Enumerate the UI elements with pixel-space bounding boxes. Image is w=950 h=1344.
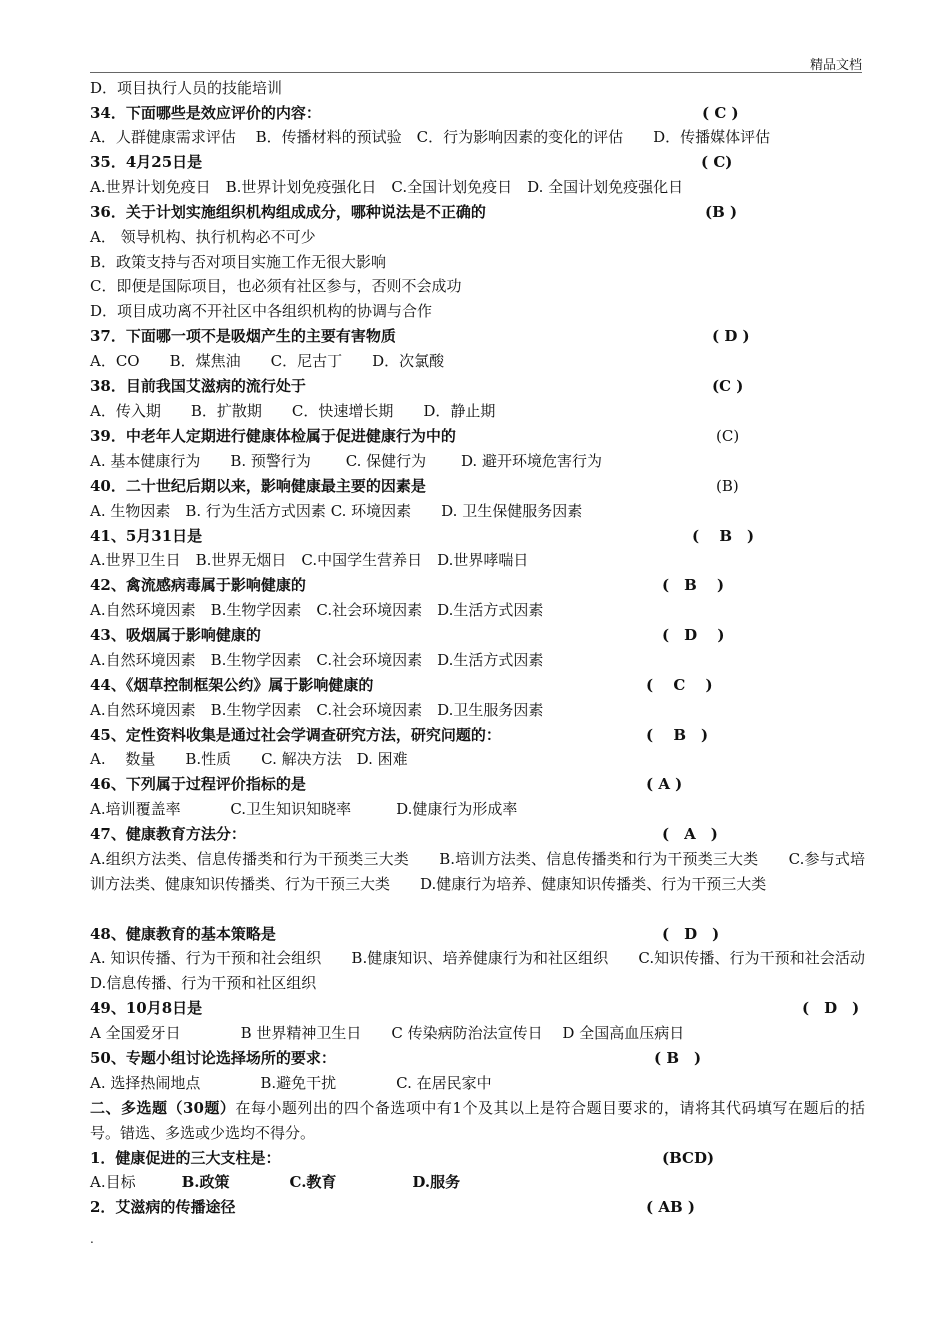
question-34: 34．下面哪些是效应评价的内容：: [90, 104, 321, 122]
section-2-title: 二、多选题（30题）: [90, 1099, 236, 1117]
answer-44: ( C ): [646, 676, 713, 694]
multi-option-1-a: A.目标: [90, 1173, 136, 1191]
options-35: A.世界计划免疫日 B.世界计划免疫强化日 C.全国计划免疫日 D. 全国计划免疫强化日: [90, 178, 684, 196]
answer-38: (C ): [712, 377, 744, 395]
question-38: 38．目前我国艾滋病的流行处于: [90, 377, 306, 395]
answer-34: ( C ): [702, 104, 739, 122]
options-48: A. 知识传播、行为干预和社会组织 B.健康知识、培养健康行为和社区组织 C.知识传播、行为干预和社会活动 D.信息传播、行为干预和社区组织: [90, 949, 896, 992]
option-36-b: B．政策支持与否对项目实施工作无很大影响: [90, 253, 387, 271]
section-2-intro: [90, 1096, 865, 1146]
option-36-c: C．即便是国际项目，也必须有社区参与，否则不会成功: [90, 277, 462, 295]
options-40: A. 生物因素 B. 行为生活方式因素 C. 环境因素 D. 卫生保健服务因素: [90, 502, 583, 520]
option-line: D．项目执行人员的技能培训: [90, 79, 283, 97]
question-42: 42、禽流感病毒属于影响健康的: [90, 576, 306, 594]
option-36-d: D．项目成功离不开社区中各组织机构的协调与合作: [90, 302, 433, 320]
question-45: 45、定性资料收集是通过社会学调查研究方法，研究问题的：: [90, 726, 501, 744]
multi-option-1-d: D.服务: [412, 1173, 461, 1191]
answer-40: (B): [716, 477, 739, 495]
options-46: A.培训覆盖率 C.卫生知识知晓率 D.健康行为形成率: [90, 800, 518, 818]
section-2-instructions: 在每小题列出的四个备选项中有1个及其以上是符合题目要求的，请将其代码填写在题后的括号。错选、多选或少选均不得分。: [90, 1099, 865, 1142]
multi-answer-2: ( AB ): [646, 1198, 695, 1216]
question-37: 37．下面哪一项不是吸烟产生的主要有害物质: [90, 327, 396, 345]
answer-41: ( B ): [692, 527, 755, 545]
header-label: 精品文档: [809, 58, 862, 73]
answer-46: ( A ): [646, 775, 683, 793]
options-50: A. 选择热闹地点 B.避免干扰 C. 在居民家中: [90, 1074, 492, 1092]
answer-42: ( B ): [662, 576, 725, 594]
question-35: 35．4月25日是: [90, 153, 203, 171]
options-38: A．传入期 B．扩散期 C．快速增长期 D．静止期: [90, 402, 496, 420]
question-49: 49、10月8日是: [90, 999, 203, 1017]
question-43: 43、吸烟属于影响健康的: [90, 626, 261, 644]
options-49: A 全国爱牙日 B 世界精神卫生日 C 传染病防治法宣传日 D 全国高血压病日: [90, 1024, 685, 1042]
multi-answer-1: (BCD): [662, 1149, 715, 1167]
options-41: A.世界卫生日 B.世界无烟日 C.中国学生营养日 D.世界哮喘日: [90, 551, 529, 569]
answer-35: ( C): [701, 153, 733, 171]
question-39: 39．中老年人定期进行健康体检属于促进健康行为中的: [90, 427, 456, 445]
question-50: 50、专题小组讨论选择场所的要求：: [90, 1049, 336, 1067]
question-40: 40．二十世纪后期以来，影响健康最主要的因素是: [90, 477, 426, 495]
question-46: 46、下列属于过程评价指标的是: [90, 775, 306, 793]
page-header: [90, 52, 862, 73]
answer-39: (C): [716, 427, 740, 445]
answer-36: (B ): [705, 203, 738, 221]
footer-dot: .: [90, 1232, 94, 1246]
options-34: A．人群健康需求评估 B．传播材料的预试验 C．行为影响因素的变化的评估 D．传播媒体评估: [90, 128, 771, 146]
question-41: 41、5月31日是: [90, 527, 203, 545]
options-39: A. 基本健康行为 B. 预警行为 C. 保健行为 D. 避开环境危害行为: [90, 452, 602, 470]
option-36-a: A． 领导机构、执行机构必不可少: [90, 228, 316, 246]
question-36: 36．关于计划实施组织机构组成成分，哪种说法是不正确的: [90, 203, 486, 221]
answer-48: ( D ): [662, 925, 720, 943]
multi-option-1-b: B.政策: [181, 1173, 230, 1191]
answer-47: ( A ): [662, 825, 718, 843]
question-44: 44、《烟草控制框架公约》属于影响健康的: [90, 676, 374, 694]
options-47: A.组织方法类、信息传播类和行为干预类三大类 B.培训方法类、信息传播类和行为干预类三大类 C.参与式培训方法类、健康知识传播类、行为干预三大类 D.健康行为培养、健康知识传播类、行为干预三大类: [90, 850, 865, 893]
multi-option-1-c: C.教育: [289, 1173, 337, 1191]
answer-49: ( D ): [802, 999, 860, 1017]
options-42: A.自然环境因素 B.生物学因素 C.社会环境因素 D.生活方式因素: [90, 601, 544, 619]
multi-options-1: [90, 1170, 460, 1195]
question-47: 47、健康教育方法分：: [90, 825, 246, 843]
answer-43: ( D ): [662, 626, 725, 644]
question-48: 48、健康教育的基本策略是: [90, 925, 276, 943]
options-43: A.自然环境因素 B.生物学因素 C.社会环境因素 D.生活方式因素: [90, 651, 544, 669]
multi-question-2: 2．艾滋病的传播途径: [90, 1198, 236, 1216]
options-45: A. 数量 B.性质 C. 解决方法 D. 困难: [90, 750, 408, 768]
options-37: A．CO B．煤焦油 C．尼古丁 D．次氯酸: [90, 352, 445, 370]
answer-50: ( B ): [654, 1049, 702, 1067]
answer-45: ( B ): [646, 726, 709, 744]
answer-37: ( D ): [712, 327, 750, 345]
options-44: A.自然环境因素 B.生物学因素 C.社会环境因素 D.卫生服务因素: [90, 701, 544, 719]
multi-question-1: 1．健康促进的三大支柱是：: [90, 1149, 281, 1167]
